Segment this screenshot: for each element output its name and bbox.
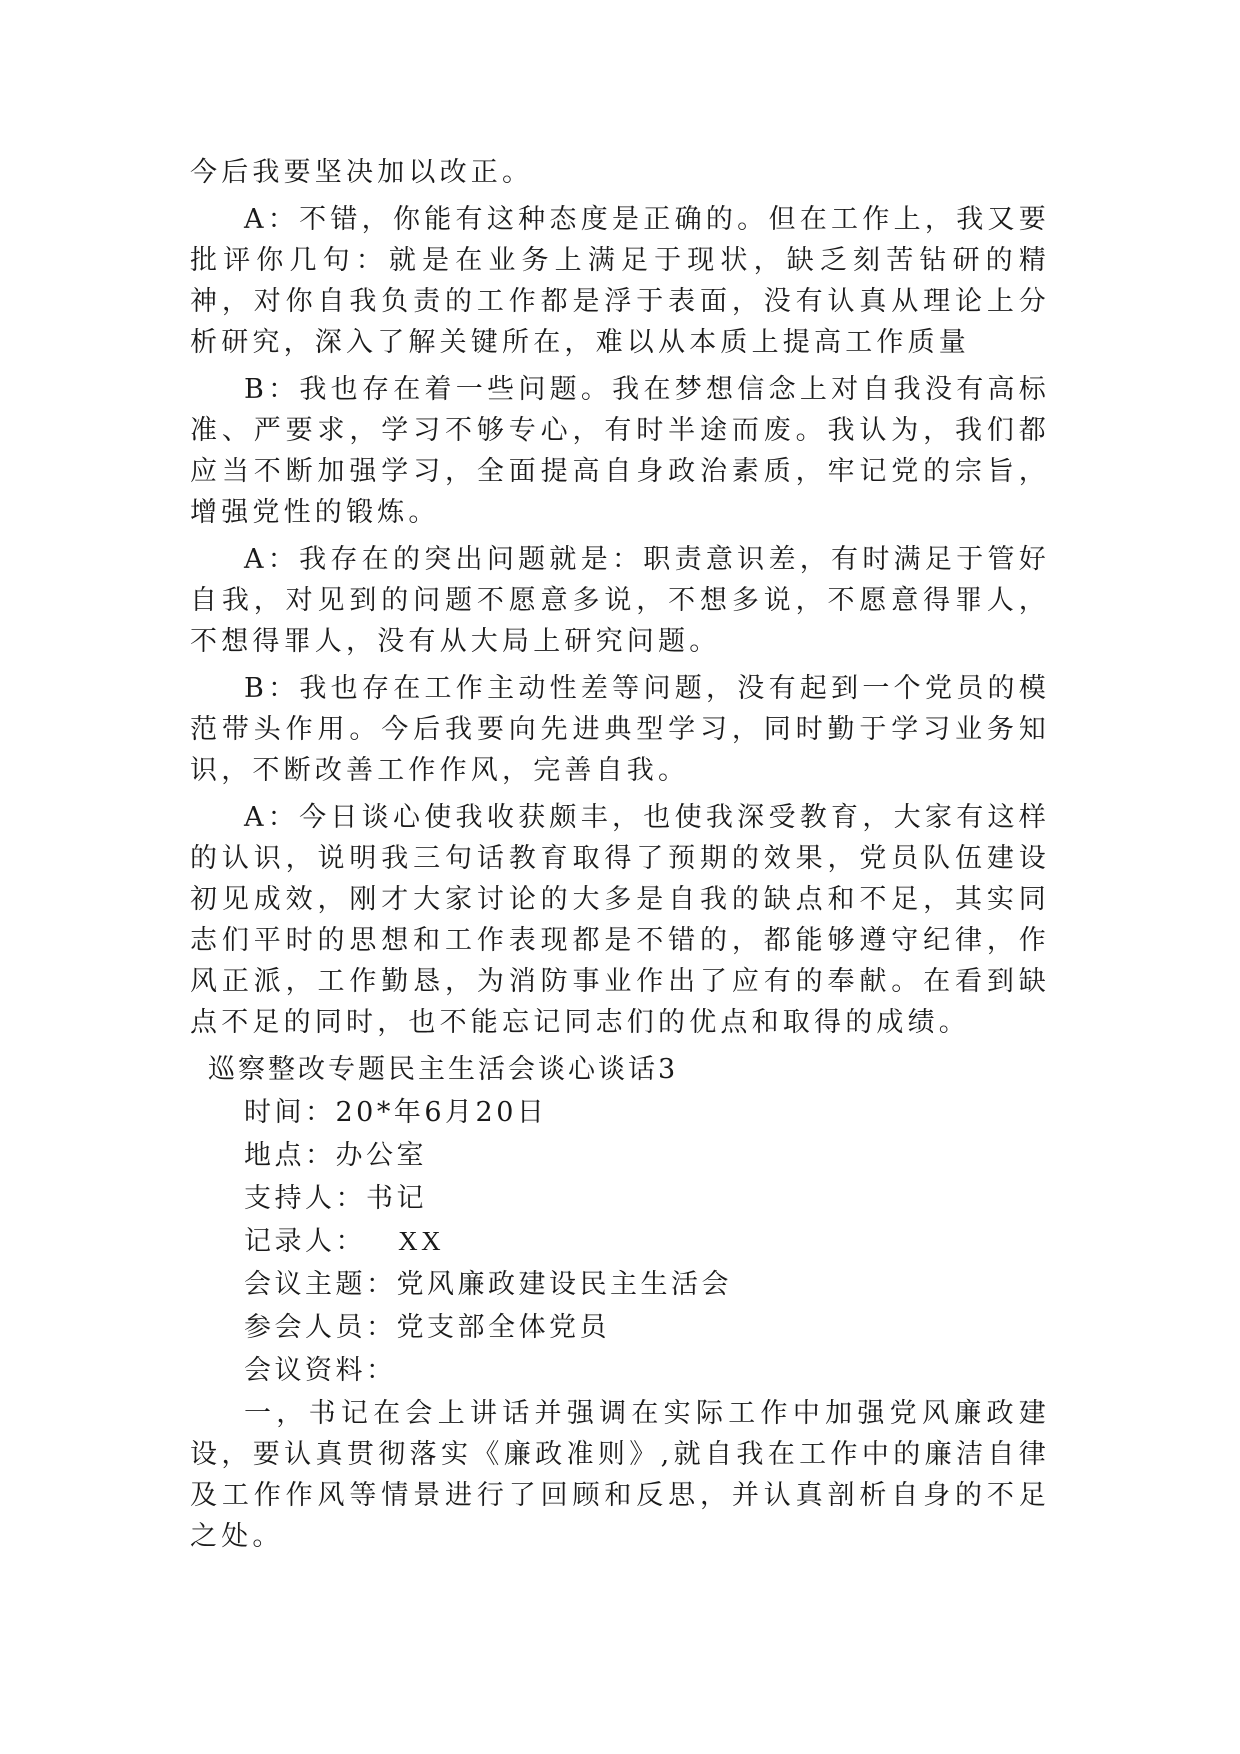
meeting-host: 支持人：书记 xyxy=(244,1183,427,1214)
paragraph-b-response: B：我也存在着一些问题。我在梦想信念上对自我没有高标准、严要求，学习不够专心，有时半途而废。我认为，我们都应当不断加强学习，全面提高自身政治素质，牢记党的宗旨，增强党性的锻炼。 xyxy=(190,374,1050,528)
section-heading: 巡察整改专题民主生活会谈心谈话3 xyxy=(208,1054,679,1085)
meeting-attendees: 参会人员：党支部全体党员 xyxy=(244,1312,610,1343)
paragraph-a-summary: A：今日谈心使我收获颇丰，也使我深受教育，大家有这样的认识，说明我三句话教育取得了预期的效果，党员队伍建设初见成效，刚才大家讨论的大多是自我的缺点和不足，其实同志们平时的思想和工作表现都是不错的，都能够遵守纪律，作风正派，工作勤恳，为消防事业作出了应有的奉献。在看到缺点不足的同时，也不能忘记同志们的优点和取得的成绩。 xyxy=(190,802,1050,1038)
meeting-topic: 会议主题：党风廉政建设民主生活会 xyxy=(244,1269,732,1300)
recorder-value: XX xyxy=(398,1226,445,1256)
meeting-materials: 会议资料： xyxy=(244,1355,397,1386)
document-page xyxy=(190,152,1050,1563)
meeting-recorder xyxy=(244,1221,1050,1262)
meeting-place: 地点：办公室 xyxy=(244,1140,427,1171)
paragraph-b-issues: B：我也存在工作主动性差等问题，没有起到一个党员的模范带头作用。今后我要向先进典型学习，同时勤于学习业务知识，不断改善工作作风，完善自我。 xyxy=(190,673,1050,786)
paragraph-a-comment: A：不错，你能有这种态度是正确的。但在工作上，我又要批评你几句：就是在业务上满足于现状，缺乏刻苦钻研的精神，对你自我负责的工作都是浮于表面，没有认真从理论上分析研究，深入了解关键所在，难以从本质上提高工作质量 xyxy=(190,204,1050,358)
paragraph-a-issues: A：我存在的突出问题就是：职责意识差，有时满足于管好自我，对见到的问题不愿意多说，不想多说，不愿意得罪人，不想得罪人，没有从大局上研究问题。 xyxy=(190,544,1050,657)
recorder-label: 记录人： xyxy=(244,1226,366,1257)
paragraph-materials-one: 一，书记在会上讲话并强调在实际工作中加强党风廉政建设，要认真贯彻落实《廉政准则》,就自我在工作中的廉洁自律及工作作风等情景进行了回顾和反思，并认真剖析自身的不足之处。 xyxy=(190,1398,1050,1552)
meeting-time: 时间：20*年6月20日 xyxy=(244,1097,548,1128)
paragraph-continuation: 今后我要坚决加以改正。 xyxy=(190,157,534,188)
